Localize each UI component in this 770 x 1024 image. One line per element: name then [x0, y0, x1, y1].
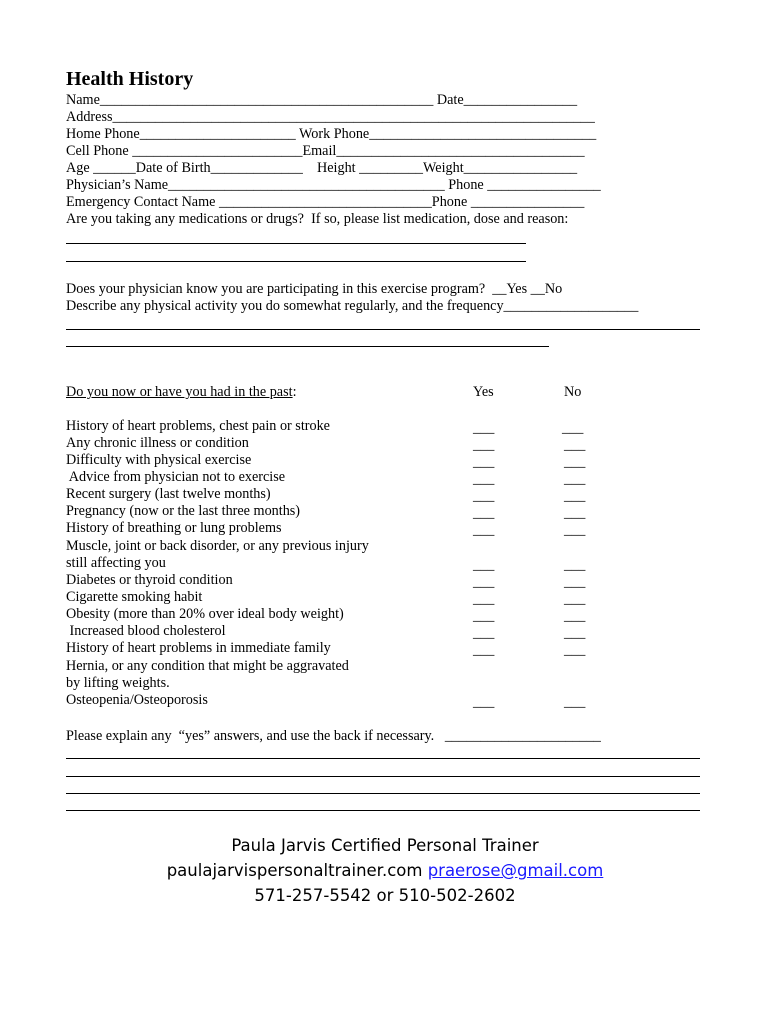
condition-item: History of heart problems, chest pain or stroke — [66, 418, 330, 434]
emergency-contact-line[interactable]: Emergency Contact Name ______________________________Phone ________________ — [66, 194, 585, 210]
cell-phone-email-line[interactable]: Cell Phone ________________________Email___________________________________ — [66, 143, 585, 159]
condition-item: Any chronic illness or condition — [66, 435, 249, 451]
medications-question: Are you taking any medications or drugs? If so, please list medication, dose and reason: — [66, 211, 569, 227]
no-blank[interactable]: ___ — [562, 420, 584, 436]
yes-blank[interactable]: ___ — [473, 488, 495, 504]
condition-item: Hernia, or any condition that might be aggravated — [66, 658, 349, 674]
yes-blank[interactable]: ___ — [473, 608, 495, 624]
contact-web-email — [0, 861, 770, 880]
yes-blank[interactable]: ___ — [473, 420, 495, 436]
yes-blank[interactable]: ___ — [473, 557, 495, 573]
no-blank[interactable]: ___ — [564, 522, 586, 538]
yes-blank[interactable]: ___ — [473, 454, 495, 470]
yes-blank[interactable]: ___ — [473, 522, 495, 538]
no-blank[interactable]: ___ — [564, 488, 586, 504]
yes-blank[interactable]: ___ — [473, 625, 495, 641]
explain-prompt[interactable]: Please explain any “yes” answers, and use the back if necessary. ______________________ — [66, 728, 601, 744]
no-column-header: No — [564, 384, 582, 400]
no-blank[interactable]: ___ — [564, 608, 586, 624]
explain-answer-line[interactable] — [66, 776, 700, 777]
name-date-line[interactable]: Name_______________________________________________ Date________________ — [66, 92, 578, 108]
no-blank[interactable]: ___ — [564, 642, 586, 658]
no-blank[interactable]: ___ — [564, 574, 586, 590]
condition-item: Cigarette smoking habit — [66, 589, 203, 605]
yes-blank[interactable]: ___ — [473, 694, 495, 710]
activity-answer-line[interactable] — [66, 329, 700, 330]
no-blank[interactable]: ___ — [564, 454, 586, 470]
condition-item: History of breathing or lung problems — [66, 520, 282, 536]
condition-item: by lifting weights. — [66, 675, 170, 691]
trainer-name: Paula Jarvis Certified Personal Trainer — [231, 836, 539, 855]
condition-item: Pregnancy (now or the last three months) — [66, 503, 301, 519]
condition-item: History of heart problems in immediate family — [66, 640, 331, 656]
phone-numbers: 571-257-5542 or 510-502-2602 — [254, 886, 516, 905]
no-blank[interactable]: ___ — [564, 471, 586, 487]
home-work-phone-line[interactable]: Home Phone______________________ Work Phone________________________________ — [66, 126, 597, 142]
medications-answer-line[interactable] — [66, 261, 526, 262]
physician-line[interactable]: Physician’s Name_______________________________________ Phone ________________ — [66, 177, 601, 193]
no-blank[interactable]: ___ — [564, 557, 586, 573]
yes-blank[interactable]: ___ — [473, 437, 495, 453]
age-dob-height-weight-line[interactable]: Age ______Date of Birth_____________ Height _________Weight________________ — [66, 160, 578, 176]
condition-item: Osteopenia/Osteoporosis — [66, 692, 208, 708]
condition-item: Recent surgery (last twelve months) — [66, 486, 271, 502]
medications-answer-line[interactable] — [66, 243, 526, 244]
no-blank[interactable]: ___ — [564, 625, 586, 641]
condition-item: Muscle, joint or back disorder, or any previous injury — [66, 538, 369, 554]
condition-item: Increased blood cholesterol — [66, 623, 226, 639]
yes-blank[interactable]: ___ — [473, 574, 495, 590]
condition-item: Diabetes or thyroid condition — [66, 572, 233, 588]
website-text: paulajarvispersonaltrainer.com — [166, 861, 423, 880]
yes-blank[interactable]: ___ — [473, 471, 495, 487]
no-blank[interactable]: ___ — [564, 591, 586, 607]
explain-answer-line[interactable] — [66, 793, 700, 794]
explain-answer-line[interactable] — [66, 758, 700, 759]
no-blank[interactable]: ___ — [564, 505, 586, 521]
no-blank[interactable]: ___ — [564, 694, 586, 710]
condition-item: Difficulty with physical exercise — [66, 452, 252, 468]
condition-item: Advice from physician not to exercise — [66, 469, 286, 485]
form-title: Health History — [66, 68, 194, 90]
conditions-header: Do you now or have you had in the past: — [66, 384, 297, 400]
yes-blank[interactable]: ___ — [473, 591, 495, 607]
email-link[interactable]: praerose@gmail.com — [427, 861, 604, 880]
activity-answer-line[interactable] — [66, 346, 549, 347]
condition-item: Obesity (more than 20% over ideal body weight) — [66, 606, 344, 622]
no-blank[interactable]: ___ — [564, 437, 586, 453]
explain-answer-line[interactable] — [66, 810, 700, 811]
address-line[interactable]: Address____________________________________________________________________ — [66, 109, 595, 125]
condition-item: still affecting you — [66, 555, 166, 571]
physician-aware-question[interactable]: Does your physician know you are participating in this exercise program? __Yes __No — [66, 281, 563, 297]
activity-question[interactable]: Describe any physical activity you do somewhat regularly, and the frequency___________________ — [66, 298, 639, 314]
yes-blank[interactable]: ___ — [473, 505, 495, 521]
yes-blank[interactable]: ___ — [473, 642, 495, 658]
yes-column-header: Yes — [473, 384, 494, 400]
